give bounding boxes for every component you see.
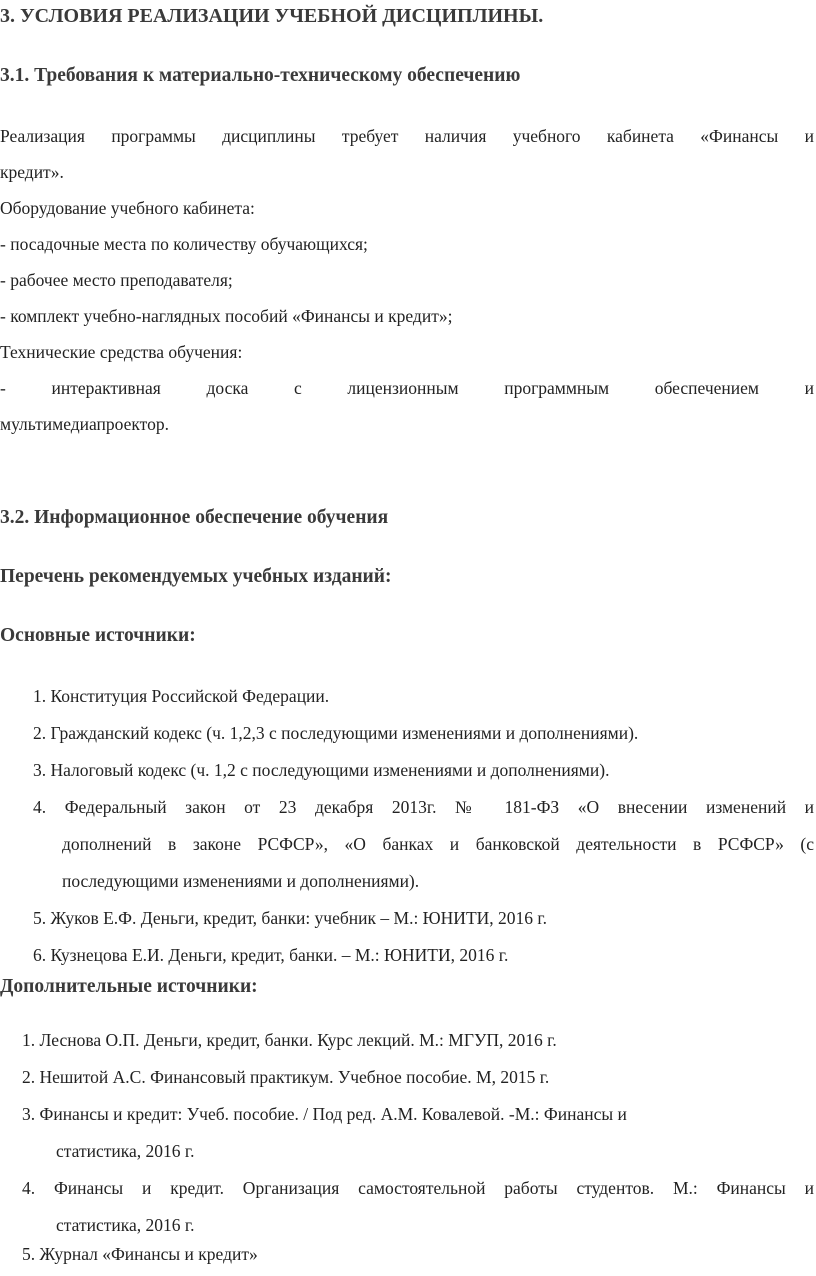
tech-means-line2: мультимедиапроектор. bbox=[0, 414, 169, 434]
extra-source-3-line2: статистика, 2016 г. bbox=[56, 1141, 195, 1161]
para-requirements-line1: Реализация программы дисциплины требует наличия учебного кабинета «Финансы и bbox=[0, 126, 814, 146]
equipment-item: - комплект учебно-наглядных пособий «Финансы и кредит»; bbox=[0, 306, 453, 326]
section-3-2-title: 3.2. Информационное обеспечение обучения bbox=[0, 507, 389, 528]
extra-source-4-line1: 4. Финансы и кредит. Организация самостоятельной работы студентов. М.: Финансы и bbox=[22, 1178, 814, 1198]
main-source-item: 1. Конституция Российской Федерации. bbox=[33, 686, 330, 706]
tech-means-line1: - интерактивная доска с лицензионным программным обеспечением и bbox=[0, 378, 814, 398]
main-source-4-line3: последующими изменениями и дополнениями). bbox=[62, 871, 420, 891]
main-source-item: 3. Налоговый кодекс (ч. 1,2 с последующими изменениями и дополнениями). bbox=[33, 760, 610, 780]
recommended-list-title: Перечень рекомендуемых учебных изданий: bbox=[0, 566, 392, 587]
main-sources-title: Основные источники: bbox=[0, 625, 196, 646]
extra-source-item: 2. Нешитой А.С. Финансовый практикум. Учебное пособие. М, 2015 г. bbox=[22, 1067, 550, 1087]
extra-source-item: 5. Журнал «Финансы и кредит» bbox=[22, 1244, 258, 1264]
equipment-item: - посадочные места по количеству обучающихся; bbox=[0, 234, 368, 254]
main-source-item: 2. Гражданский кодекс (ч. 1,2,3 с последующими изменениями и дополнениями). bbox=[33, 723, 639, 743]
main-source-4-line2: дополнений в законе РСФСР», «О банках и банковской деятельности в РСФСР» (с bbox=[62, 834, 814, 854]
extra-source-3-line1: 3. Финансы и кредит: Учеб. пособие. / Под ред. А.М. Ковалевой. -М.: Финансы и bbox=[22, 1104, 627, 1124]
main-source-item: 6. Кузнецова Е.И. Деньги, кредит, банки. – М.: ЮНИТИ, 2016 г. bbox=[33, 945, 509, 965]
section-3-1-title: 3.1. Требования к материально-техническому обеспечению bbox=[0, 65, 521, 86]
main-source-item: 5. Жуков Е.Ф. Деньги, кредит, банки: учебник – М.: ЮНИТИ, 2016 г. bbox=[33, 908, 547, 928]
equipment-heading: Оборудование учебного кабинета: bbox=[0, 198, 255, 218]
section-3-title: 3. УСЛОВИЯ РЕАЛИЗАЦИИ УЧЕБНОЙ ДИСЦИПЛИНЫ. bbox=[0, 5, 544, 27]
extra-source-4-line2: статистика, 2016 г. bbox=[56, 1215, 195, 1235]
main-source-4-line1: 4. Федеральный закон от 23 декабря 2013г. № 181-ФЗ «О внесении изменений и bbox=[33, 797, 814, 817]
extra-source-item: 1. Леснова О.П. Деньги, кредит, банки. Курс лекций. М.: МГУП, 2016 г. bbox=[22, 1030, 557, 1050]
para-requirements-line2: кредит». bbox=[0, 162, 64, 182]
equipment-item: - рабочее место преподавателя; bbox=[0, 270, 233, 290]
tech-means-heading: Технические средства обучения: bbox=[0, 342, 243, 362]
extra-sources-title: Дополнительные источники: bbox=[0, 976, 258, 997]
